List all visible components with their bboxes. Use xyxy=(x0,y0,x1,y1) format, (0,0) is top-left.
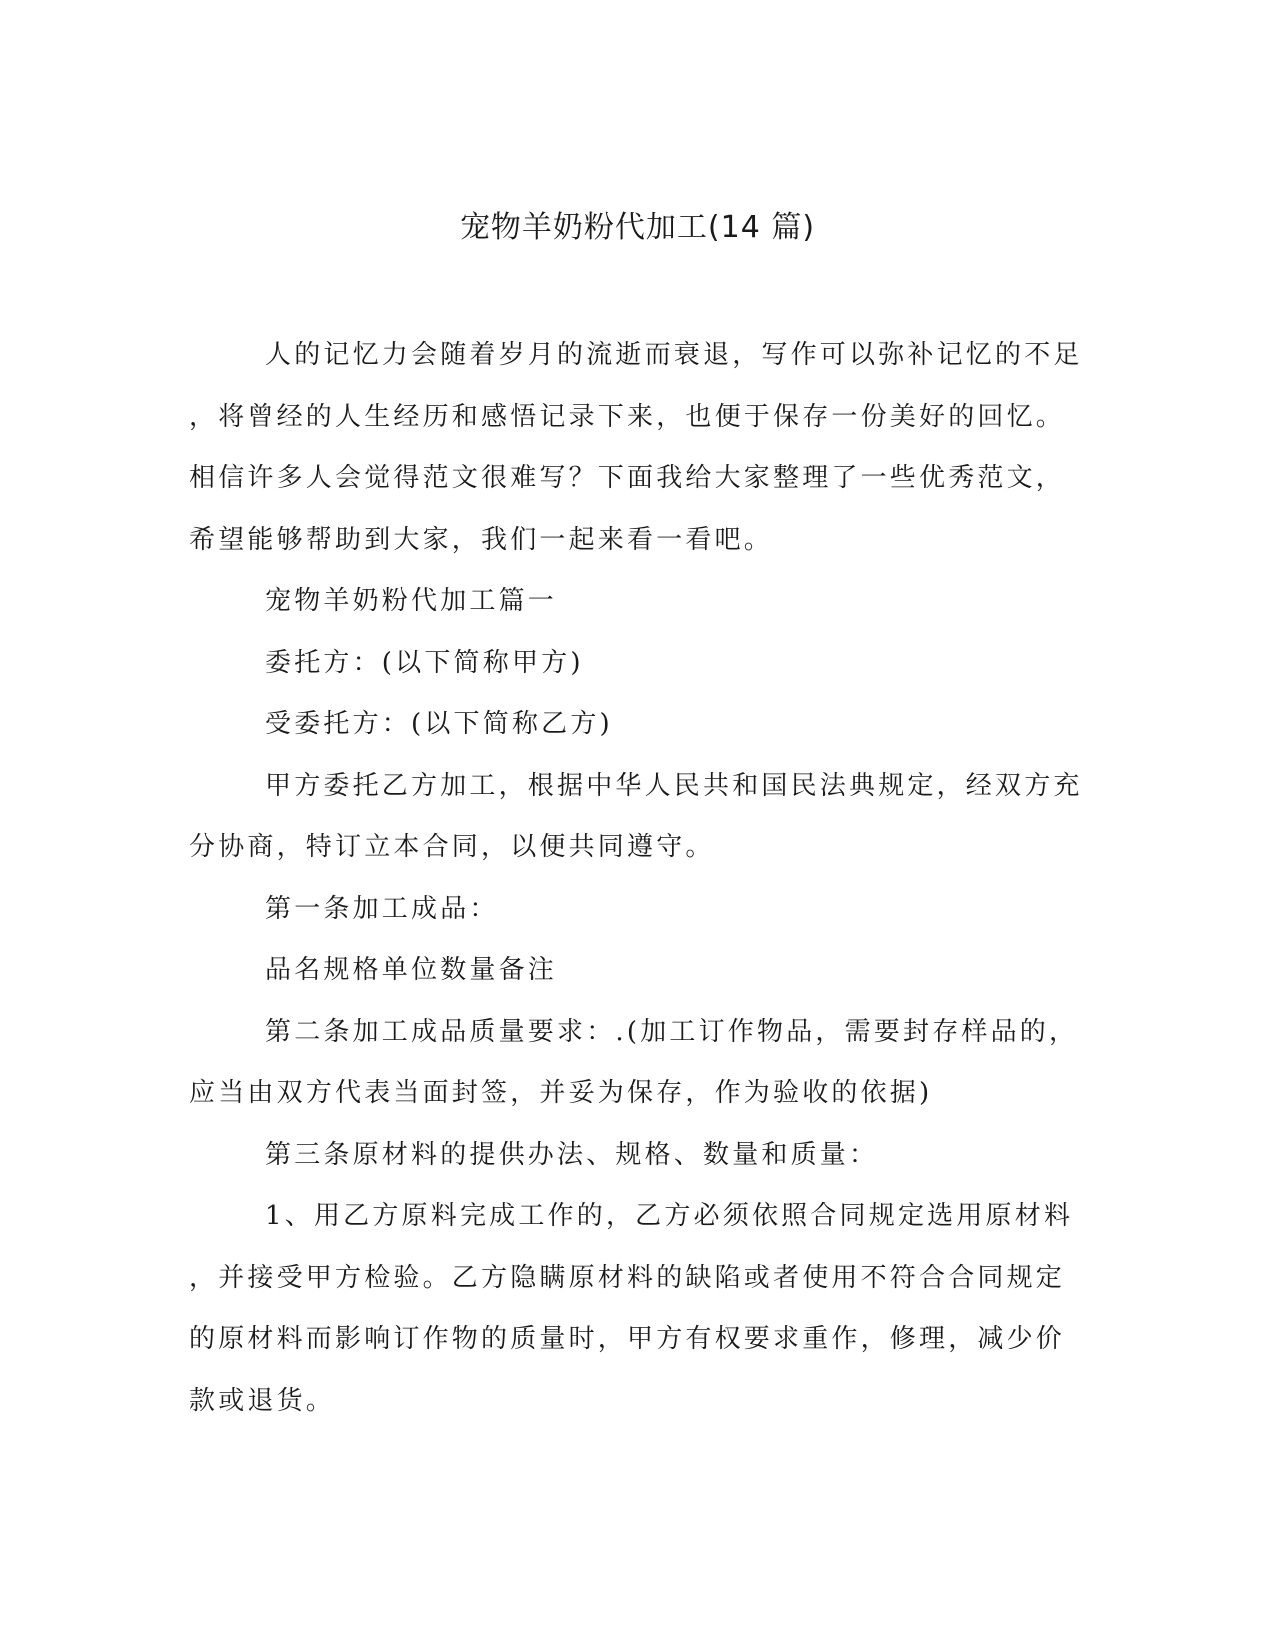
paragraph-line: 1、用乙方原料完成工作的，乙方必须依照合同规定选用原材料 xyxy=(265,1201,1074,1231)
paragraph-line: 应当由双方代表当面封签，并妥为保存，作为验收的依据) xyxy=(189,1078,933,1108)
paragraph-line: 分协商，特订立本合同，以便共同遵守。 xyxy=(189,832,715,862)
paragraph-line: 受委托方：(以下简称乙方) xyxy=(265,709,613,739)
paragraph-line: ，并接受甲方检验。乙方隐瞒原材料的缺陷或者使用不符合合同规定 xyxy=(189,1262,1066,1293)
paragraph-line: 第二条加工成品质量要求：.(加工订作物品，需要封存样品的， xyxy=(265,1016,1079,1047)
paragraph-line: 第三条原材料的提供办法、规格、数量和质量： xyxy=(265,1139,879,1170)
paragraph-line: 的原材料而影响订作物的质量时，甲方有权要求重作，修理，减少价 xyxy=(189,1324,1066,1354)
paragraph-line: 品名规格单位数量备注 xyxy=(265,955,558,985)
paragraph-line: 甲方委托乙方加工，根据中华人民共和国民法典规定，经双方充 xyxy=(265,770,1083,801)
paragraph-line: 第一条加工成品： xyxy=(265,893,499,924)
paragraph-line: 希望能够帮助到大家，我们一起来看一看吧。 xyxy=(189,524,774,555)
paragraph-line: 委托方：(以下简称甲方) xyxy=(265,647,584,678)
document-body xyxy=(189,325,1089,1432)
paragraph-line: ，将曾经的人生经历和感悟记录下来，也便于保存一份美好的回忆。 xyxy=(189,401,1066,432)
section-heading: 宠物羊奶粉代加工篇一 xyxy=(265,586,558,616)
paragraph-line: 相信许多人会觉得范文很难写？下面我给大家整理了一些优秀范文， xyxy=(189,463,1066,493)
paragraph-line: 款或退货。 xyxy=(189,1385,336,1416)
document-title: 宠物羊奶粉代加工(14 篇) xyxy=(459,210,816,245)
paragraph-line: 人的记忆力会随着岁月的流逝而衰退，写作可以弥补记忆的不足 xyxy=(265,340,1083,370)
